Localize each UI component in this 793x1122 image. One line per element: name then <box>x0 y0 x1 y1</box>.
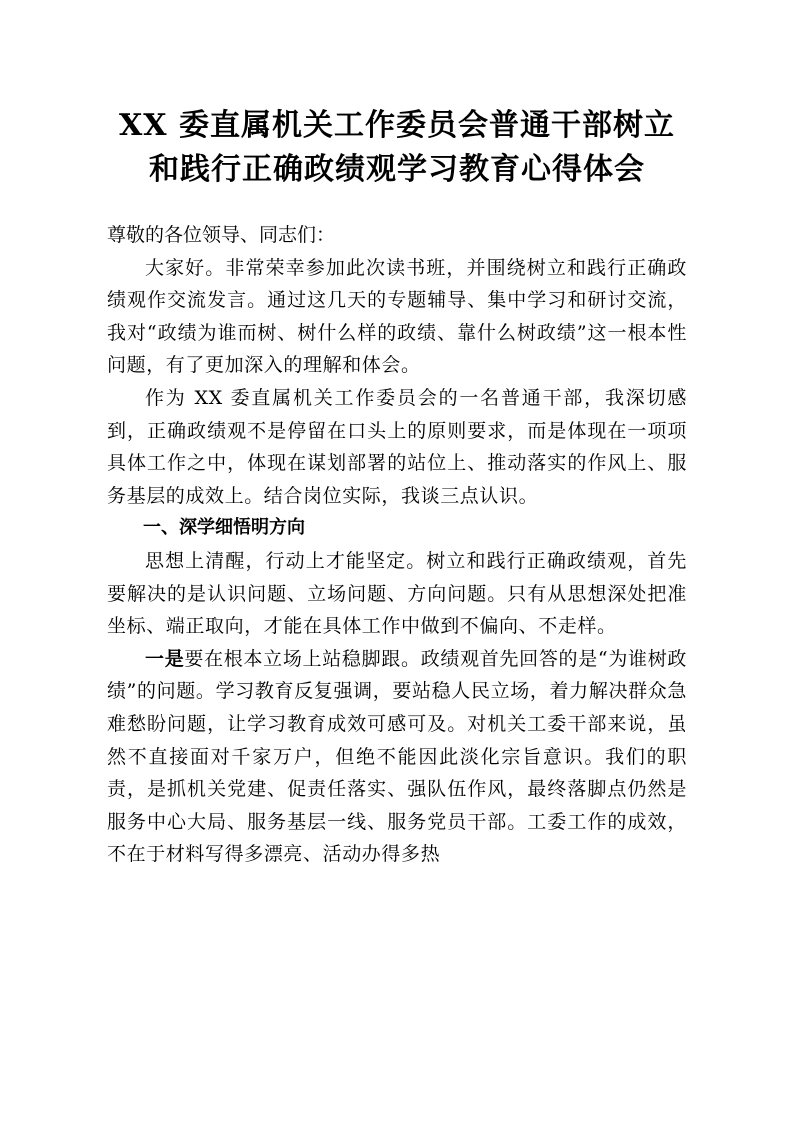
point-1-lead: 一是 <box>145 647 185 670</box>
title-line-1: XX 委直属机关工作委员会普通干部树立 <box>119 108 675 143</box>
section-heading-1: 一、深学细悟明方向 <box>143 517 305 539</box>
paragraph-introduction: 作为 XX 委直属机关工作委员会的一名普通干部，我深切感到，正确政绩观不是停留在口头上的原则要求，而是体现在一项项具体工作之中，体现在谋划部署的站位上、推动落实的作风上、服务基层的成效上。结合岗位实际，我谈三点认识。 <box>107 386 687 507</box>
paragraph-section-1-intro: 思想上清醒，行动上才能坚定。树立和践行正确政绩观，首先要解决的是认识问题、立场问题、方向问题。只有从思想深处把准坐标、端正取向，才能在具体工作中做到不偏向、不走样。 <box>107 549 687 638</box>
paragraph-greeting: 大家好。非常荣幸参加此次读书班，并围绕树立和践行正确政绩观作交流发言。通过这几天的专题辅导、集中学习和研讨交流，我对“政绩为谁而树、树什么样的政绩、靠什么树政绩”这一根本性问题，有了更加深入的理解和体会。 <box>107 256 687 377</box>
paragraph-point-1 <box>107 643 687 871</box>
document-body <box>107 219 687 871</box>
salutation: 尊敬的各位领导、同志们： <box>107 224 336 246</box>
point-1-text: 要在根本立场上站稳脚跟。政绩观首先回答的是“为谁树政绩”的问题。学习教育反复强调，要站稳人民立场，着力解决群众急难愁盼问题，让学习教育成效可感可及。对机关工委干部来说，虽然不直接面对千家万户，但绝不能因此淡化宗旨意识。我们的职责，是抓机关党建、促责任落实、强队伍作风，最终落脚点仍然是服务中心大局、服务基层一线、服务党员干部。工委工作的成效，不在于材料写得多漂亮、活动办得多热 <box>107 647 687 866</box>
title-line-2: 和践行正确政绩观学习教育心得体会 <box>149 152 645 187</box>
document-title <box>107 104 687 192</box>
document-page <box>107 104 687 871</box>
